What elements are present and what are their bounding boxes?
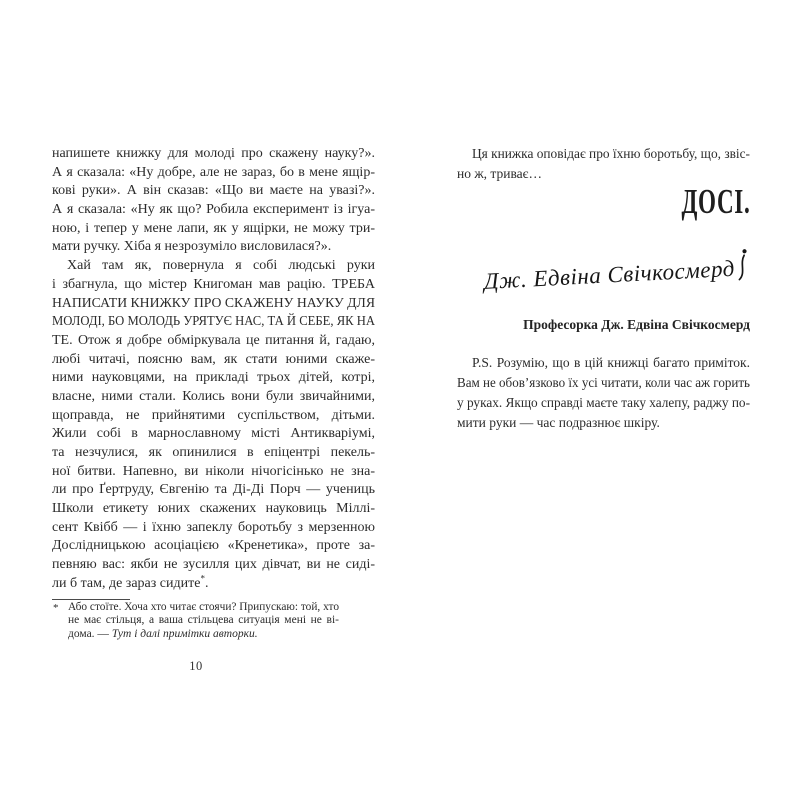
text-line: ли про Ґертруду, Євгенію та Ді-Ді Порч — учениць — [52, 482, 375, 498]
text-line-caps: НАПИСАТИ КНИЖКУ ПРО СКАЖЕНУ НАУКУ ДЛЯ — [52, 295, 375, 311]
text-line: Жили собі в марнославному місті Антикваріумі, — [52, 426, 375, 442]
text-line-caps: МОЛОДІ, БО МОЛОДЬ УРЯТУЄ НАС, ТА Й СЕБЕ, ЯК НА — [52, 314, 375, 330]
text-line: любі читачі, поясню вам, як стати юними скаже- — [52, 351, 375, 367]
text-line: у руках. Якщо справді маєте таку халепу, раджу по- — [457, 395, 750, 410]
right-page-text-column — [457, 144, 750, 184]
left-page-text-column — [52, 145, 375, 594]
text-line: кові руки». А він сказав: «Що ви маєте на увазі?». — [52, 183, 375, 199]
text-line: сент Квібб — і їхню запеклу боротьбу з мерзенною — [52, 519, 375, 535]
footnote-last-line: дома. — Тут і далі примітки авторки. — [68, 627, 258, 640]
text-line: ною, і тепер у мене лапи, як у ящірки, не можу три- — [52, 220, 375, 236]
text-line: і збагнула, що містер Книгоман мав рацію. ТРЕБА — [52, 276, 375, 292]
text-line: А я сказала: «Ну як що? Робила експеримент із ігуа- — [52, 202, 375, 218]
signature-caption: Професорка Дж. Едвіна Свічкосмерд — [523, 317, 750, 332]
signature-text: Дж. Едвіна Свічкосмерд — [483, 255, 736, 294]
paragraph-last-line: мити руки — час подразнює шкіру. — [457, 415, 660, 430]
text-line: Школи етикету юних скажених науковиць Міллі- — [52, 501, 375, 517]
author-signature — [456, 242, 752, 317]
footnote-reference-marker: * — [200, 573, 205, 584]
footnote-text — [68, 601, 339, 641]
paragraph-last-line: но ж, триває… — [457, 166, 542, 181]
text-line: ТЕ. Отож я добре обміркувала це питання й, гадаю, — [52, 332, 375, 348]
chapter-display-word: ДОСІ. — [681, 182, 750, 221]
paragraph-last-line: мати ручку. Хіба я незрозуміло висловилася?». — [52, 239, 332, 255]
footnote-line: Або стоїте. Хоча хто читає стоячи? Припускаю: той, хто — [68, 601, 339, 613]
text-line: та незчулися, як опинилися в епіцентрі пекель- — [52, 445, 375, 460]
text-line: щоправда, не прийнятими суспільством, дітьми. — [52, 407, 375, 423]
footnote-marker: * — [53, 602, 59, 614]
paragraph-last-line: ли б там, де зараз сидите*. — [52, 573, 209, 591]
text-line: напишете книжку для молоді про скажену науку?». — [52, 146, 375, 161]
text-line: певняю вас: якби не зусилля цих дівчат, ви не сиді- — [52, 557, 375, 573]
text-line: Дослідницькою асоціацією «Кренетика», проте за- — [52, 538, 375, 554]
text-line: ної битви. Напевно, ви ніколи нічогісінько не зна- — [52, 463, 375, 479]
text-line: власне, ними стали. Колись вони були звичайними, — [52, 388, 375, 404]
paragraph-first-line: Хай там як, повернула я собі людські руки — [67, 258, 375, 274]
text-line: Вам не обов’язково їх усі читати, коли час аж горить — [457, 375, 750, 390]
footnote-rule — [52, 599, 130, 600]
text-line: А я сказала: «Ну добре, але не зараз, бо в мене ящір- — [52, 164, 375, 180]
text-line: ними науковцями, на прикладі трьох дітей, котрі, — [52, 370, 375, 386]
footnote-line: не має стільця, а ваша стільцева ситуація мені не ві- — [68, 614, 339, 627]
paragraph-first-line: P.S. Розумію, що в цій книжці багато приміток. — [472, 355, 750, 370]
page-number: 10 — [189, 659, 203, 673]
paragraph-first-line: Ця книжка оповідає про їхню боротьбу, що, звіс- — [472, 146, 750, 161]
signature-flourish-icon — [736, 247, 752, 301]
footnote-italic-note: Тут і далі примітки авторки. — [111, 627, 258, 640]
postscript-paragraph — [457, 353, 750, 433]
